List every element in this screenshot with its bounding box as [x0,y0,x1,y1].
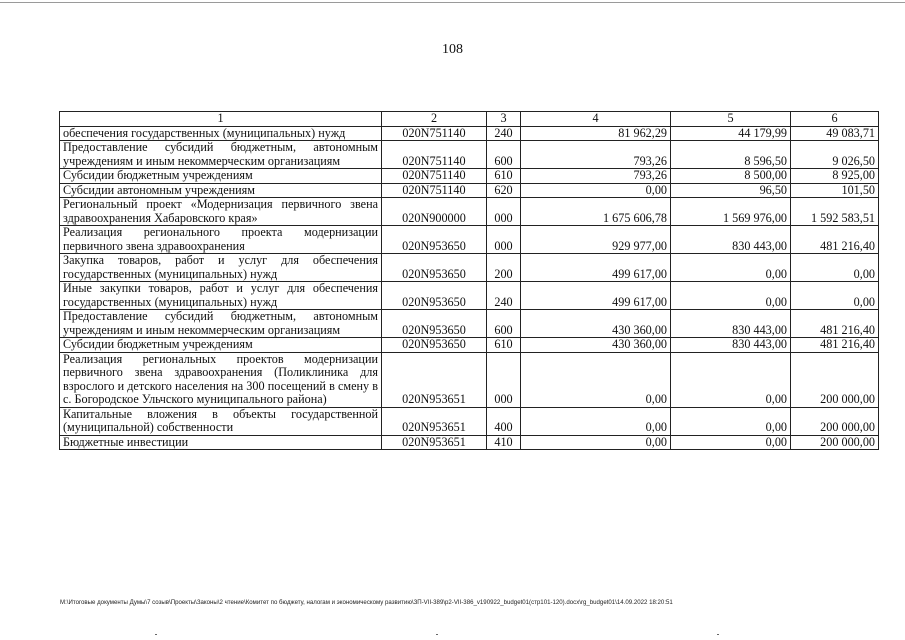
row-value-col4-cell: 0,00 [521,352,671,407]
row-name-cell: Предоставление субсидий бюджетным, автономным учреждениям и иным некоммерческим организациям [60,141,382,169]
row-value-col5-cell: 0,00 [671,352,791,407]
table-row [60,226,879,254]
row-value-col5-cell: 96,50 [671,183,791,198]
row-expense-type-cell: 400 [487,407,521,435]
table-row [60,338,879,353]
row-name-cell: Иные закупки товаров, работ и услуг для обеспечения государственных (муниципальных) нужд [60,282,382,310]
row-target-code-cell: 020N953650 [382,254,487,282]
row-name-cell: Субсидии бюджетным учреждениям [60,338,382,353]
table-row [60,352,879,407]
row-expense-type-cell: 200 [487,254,521,282]
scan-mark [436,634,438,635]
row-value-col6-cell: 481 216,40 [791,310,879,338]
row-expense-type-cell: 410 [487,435,521,450]
row-value-col4-cell: 793,26 [521,141,671,169]
row-name-cell: Субсидии автономным учреждениям [60,183,382,198]
row-target-code-cell: 020N751140 [382,183,487,198]
page-number: 108 [442,42,463,57]
table-row [60,254,879,282]
row-name-cell: Закупка товаров, работ и услуг для обеспечения государственных (муниципальных) нужд [60,254,382,282]
row-value-col4-cell: 1 675 606,78 [521,198,671,226]
row-value-col4-cell: 430 360,00 [521,338,671,353]
row-expense-type-cell: 000 [487,198,521,226]
row-target-code-cell: 020N953651 [382,435,487,450]
column-header-2: 2 [382,112,487,127]
row-value-col5-cell: 1 569 976,00 [671,198,791,226]
row-value-col4-cell: 430 360,00 [521,310,671,338]
row-target-code-cell: 020N953650 [382,338,487,353]
row-expense-type-cell: 610 [487,169,521,184]
table-row [60,183,879,198]
row-value-col5-cell: 8 500,00 [671,169,791,184]
table-row [60,169,879,184]
row-value-col5-cell: 0,00 [671,435,791,450]
row-value-col5-cell: 0,00 [671,407,791,435]
document-file-path: M:\Итоговые документы Думы\7 созыв\Проекты\Законы\2 чтение\Комитет по бюджету, налогам и экономическому развитию\ЗП-VII-389\р2-VII-386_v190922_budget01(стр101-120).docx\rg_budget01\14.09.2022 18:20:51 [60,599,673,606]
row-value-col5-cell: 830 443,00 [671,310,791,338]
row-value-col6-cell: 0,00 [791,282,879,310]
table-row [60,141,879,169]
row-expense-type-cell: 620 [487,183,521,198]
row-value-col6-cell: 101,50 [791,183,879,198]
row-name-cell: Капитальные вложения в объекты государственной (муниципальной) собственности [60,407,382,435]
row-value-col5-cell: 8 596,50 [671,141,791,169]
row-name-cell: Региональный проект «Модернизация первичного звена здравоохранения Хабаровского края» [60,198,382,226]
column-header-3: 3 [487,112,521,127]
row-target-code-cell: 020N953650 [382,310,487,338]
column-header-5: 5 [671,112,791,127]
budget-table [59,111,879,450]
row-name-cell: Субсидии бюджетным учреждениям [60,169,382,184]
row-value-col4-cell: 499 617,00 [521,282,671,310]
row-target-code-cell: 020N953651 [382,407,487,435]
row-value-col6-cell: 8 925,00 [791,169,879,184]
row-value-col5-cell: 830 443,00 [671,338,791,353]
row-target-code-cell: 020N953650 [382,226,487,254]
row-value-col4-cell: 0,00 [521,183,671,198]
row-expense-type-cell: 240 [487,282,521,310]
row-value-col5-cell: 0,00 [671,254,791,282]
row-target-code-cell: 020N751140 [382,141,487,169]
row-name-cell: Реализация региональных проектов модернизации первичного звена здравоохранения (Поликлиника для взрослого и детского населения на 300 посещений в смену в с. Богородское Ульчского муниципального района) [60,352,382,407]
row-value-col4-cell: 0,00 [521,407,671,435]
row-value-col6-cell: 49 083,71 [791,126,879,141]
row-value-col4-cell: 929 977,00 [521,226,671,254]
row-value-col5-cell: 830 443,00 [671,226,791,254]
row-value-col4-cell: 499 617,00 [521,254,671,282]
table-row [60,407,879,435]
row-name-cell: обеспечения государственных (муниципальных) нужд [60,126,382,141]
row-name-cell: Реализация регионального проекта модернизации первичного звена здравоохранения [60,226,382,254]
table-row [60,310,879,338]
row-expense-type-cell: 610 [487,338,521,353]
row-name-cell: Бюджетные инвестиции [60,435,382,450]
row-target-code-cell: 020N751140 [382,126,487,141]
top-rule [0,2,905,3]
row-value-col6-cell: 0,00 [791,254,879,282]
row-value-col5-cell: 44 179,99 [671,126,791,141]
column-header-1: 1 [60,112,382,127]
row-value-col6-cell: 200 000,00 [791,407,879,435]
row-value-col6-cell: 1 592 583,51 [791,198,879,226]
table-row [60,282,879,310]
row-value-col4-cell: 0,00 [521,435,671,450]
row-expense-type-cell: 000 [487,226,521,254]
row-value-col4-cell: 793,26 [521,169,671,184]
row-target-code-cell: 020N751140 [382,169,487,184]
row-value-col6-cell: 200 000,00 [791,352,879,407]
row-expense-type-cell: 240 [487,126,521,141]
row-value-col5-cell: 0,00 [671,282,791,310]
row-value-col6-cell: 481 216,40 [791,226,879,254]
row-name-cell: Предоставление субсидий бюджетным, автономным учреждениям и иным некоммерческим организациям [60,310,382,338]
row-expense-type-cell: 600 [487,310,521,338]
table-row [60,198,879,226]
column-header-6: 6 [791,112,879,127]
row-value-col4-cell: 81 962,29 [521,126,671,141]
row-value-col6-cell: 481 216,40 [791,338,879,353]
row-value-col6-cell: 9 026,50 [791,141,879,169]
table-row [60,126,879,141]
row-value-col6-cell: 200 000,00 [791,435,879,450]
row-target-code-cell: 020N900000 [382,198,487,226]
row-target-code-cell: 020N953650 [382,282,487,310]
row-target-code-cell: 020N953651 [382,352,487,407]
row-expense-type-cell: 600 [487,141,521,169]
scan-mark [717,634,719,635]
row-expense-type-cell: 000 [487,352,521,407]
table-header-row [60,112,879,127]
scan-mark [155,634,157,635]
table-row [60,435,879,450]
column-header-4: 4 [521,112,671,127]
